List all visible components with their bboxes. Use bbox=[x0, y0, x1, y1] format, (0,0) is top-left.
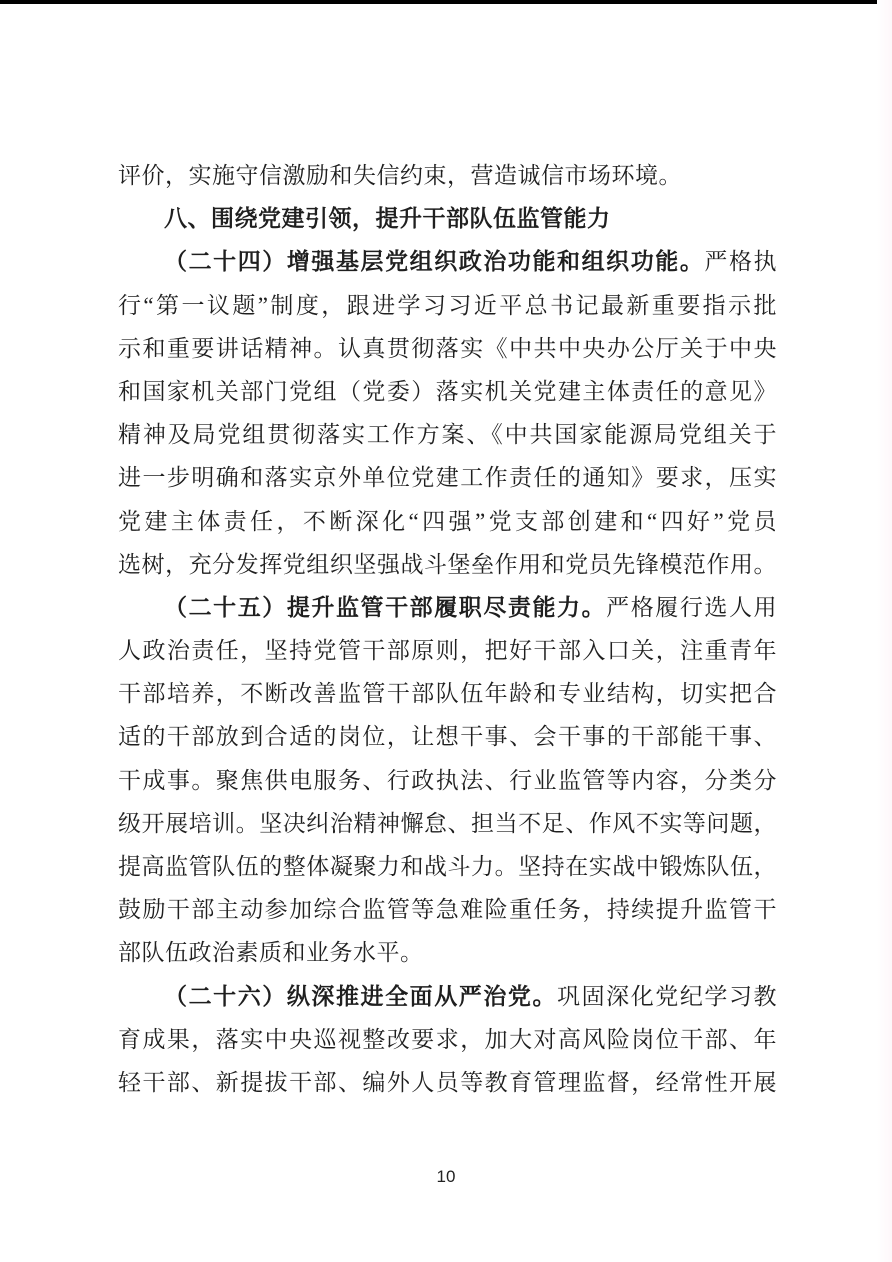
body-text-segment: 选树，充分发挥党组织坚强战斗堡垒作用和党员先锋模范作用。 bbox=[118, 551, 777, 577]
text-line bbox=[118, 802, 777, 845]
text-line bbox=[118, 1018, 777, 1061]
document-body bbox=[118, 154, 777, 1104]
body-text-segment: 党建主体责任，不断深化“四强”党支部创建和“四好”党员 bbox=[118, 508, 777, 534]
text-line bbox=[118, 845, 777, 888]
body-text-segment: 轻干部、新提拔干部、编外人员等教育管理监督，经常性开展 bbox=[118, 1069, 777, 1095]
text-line bbox=[118, 586, 777, 629]
text-line bbox=[118, 931, 777, 974]
text-line bbox=[118, 543, 777, 586]
body-text-segment: 示和重要讲话精神。认真贯彻落实《中共中央办公厅关于中央 bbox=[118, 335, 777, 361]
text-line bbox=[118, 327, 777, 370]
heading-text-segment: （二十五）提升监管干部履职尽责能力。 bbox=[164, 593, 607, 620]
body-text-segment: 级开展培训。坚决纠治精神懈怠、担当不足、作风不实等问题， bbox=[118, 810, 777, 836]
text-line bbox=[118, 672, 777, 715]
body-text-segment: 进一步明确和落实京外单位党建工作责任的通知》要求，压实 bbox=[118, 465, 777, 491]
text-line bbox=[118, 1061, 777, 1104]
heading-text-segment: （二十六）纵深推进全面从严治党。 bbox=[164, 982, 557, 1009]
scan-edge-top-line bbox=[0, 0, 878, 4]
heading-text-segment: （二十四）增强基层党组织政治功能和组织功能。 bbox=[164, 248, 705, 275]
scan-edge-right-shade bbox=[877, 0, 892, 1262]
body-text-segment: 人政治责任，坚持党管干部原则，把好干部入口关，注重青年 bbox=[118, 638, 777, 664]
body-text-segment: 育成果，落实中央巡视整改要求，加大对高风险岗位干部、年 bbox=[118, 1026, 777, 1052]
text-line bbox=[118, 500, 777, 543]
text-line bbox=[118, 154, 777, 197]
body-text-segment: 干成事。聚焦供电服务、行政执法、行业监管等内容，分类分 bbox=[118, 767, 777, 793]
body-text-segment: 和国家机关部门党组（党委）落实机关党建主体责任的意见》 bbox=[118, 378, 777, 404]
body-text-segment: 行“第一议题”制度，跟进学习习近平总书记最新重要指示批 bbox=[118, 292, 777, 318]
heading-text-segment: 八、围绕党建引领，提升干部队伍监管能力 bbox=[164, 205, 611, 232]
text-line bbox=[118, 284, 777, 327]
text-line bbox=[118, 888, 777, 931]
body-text-segment: 精神及局党组贯彻落实工作方案、《中共国家能源局党组关于 bbox=[118, 422, 777, 448]
body-text-segment: 评价，实施守信激励和失信约束，营造诚信市场环境。 bbox=[118, 163, 682, 188]
body-text-segment: 巩固深化党纪学习教 bbox=[557, 983, 777, 1009]
text-line bbox=[118, 629, 777, 672]
body-text-segment: 鼓励干部主动参加综合监管等急难险重任务，持续提升监管干 bbox=[118, 897, 777, 923]
body-text-segment: 提高监管队伍的整体凝聚力和战斗力。坚持在实战中锻炼队伍， bbox=[118, 854, 777, 879]
body-text-segment: 部队伍政治素质和业务水平。 bbox=[118, 940, 424, 966]
body-text-segment: 适的干部放到合适的岗位，让想干事、会干事的干部能干事、 bbox=[118, 724, 777, 750]
text-line bbox=[118, 197, 777, 240]
text-line bbox=[118, 413, 777, 456]
body-text-segment: 干部培养，不断改善监管干部队伍年龄和专业结构，切实把合 bbox=[118, 681, 777, 707]
text-line bbox=[118, 715, 777, 758]
page-number: 10 bbox=[436, 1167, 456, 1186]
body-text-segment: 严格履行选人用 bbox=[606, 594, 777, 620]
text-line bbox=[118, 370, 777, 413]
text-line bbox=[118, 456, 777, 499]
text-line bbox=[118, 975, 777, 1018]
text-line bbox=[118, 240, 777, 283]
body-text-segment: 严格执 bbox=[704, 249, 777, 275]
text-line bbox=[118, 759, 777, 802]
